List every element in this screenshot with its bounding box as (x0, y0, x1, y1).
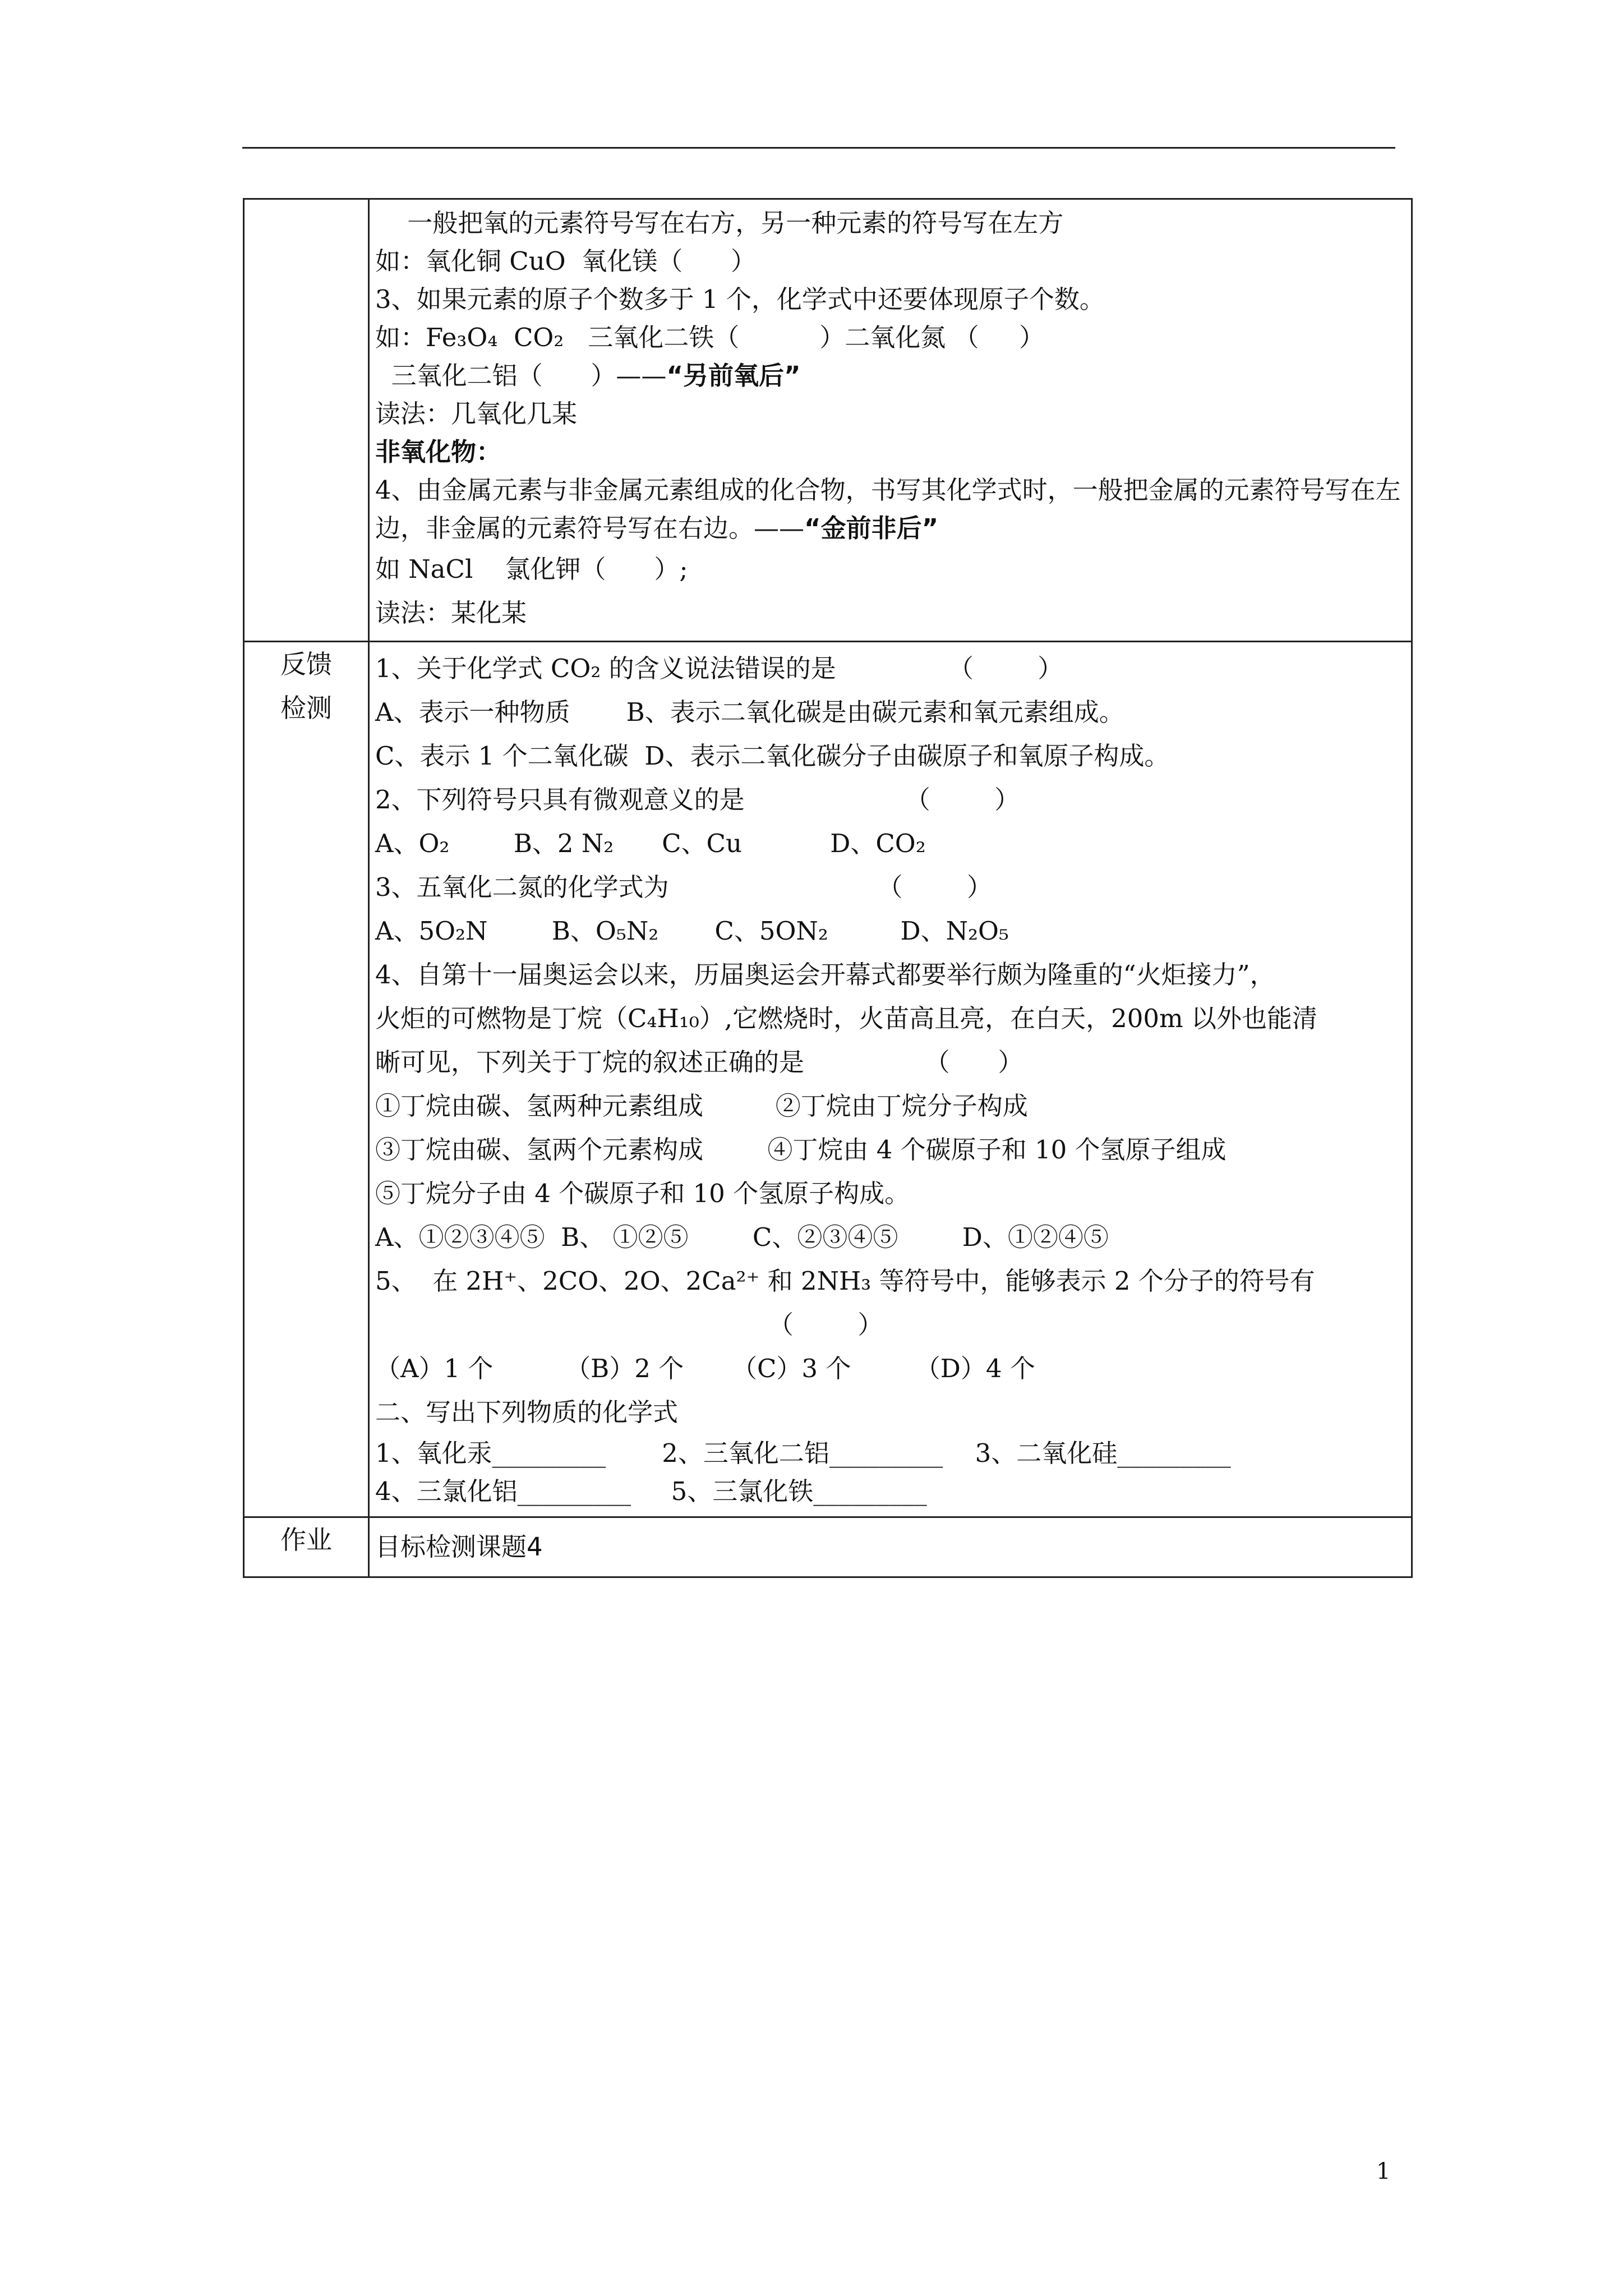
question-line: ⑤丁烷分子由 4 个碳原子和 10 个氢原子构成。 (375, 1179, 910, 1208)
table-row-homework (244, 1517, 1412, 1577)
table-row-rules (244, 199, 1412, 642)
question-line: A、表示一种物质 B、表示二氧化碳是由碳元素和氧元素组成。 (375, 697, 1124, 727)
question-line: A、①②③④⑤ B、 ①②⑤ C、②③④⑤ D、①②④⑤ (375, 1222, 1109, 1252)
question-line: 2、下列符号只具有微观意义的是 （ ） (375, 785, 1020, 815)
lesson-table (243, 198, 1413, 1578)
question-line: （A）1 个 （B）2 个 （C）3 个 （D）4 个 (375, 1354, 1035, 1383)
slogan-metal: “金前非后” (804, 513, 939, 543)
slogan-oxide: “另前氧后” (666, 361, 801, 390)
example-nacl: 如 NaCl 氯化钾（ ）; (375, 554, 688, 584)
rules-content-cell (369, 199, 1412, 642)
read-rule-oxide: 读法：几氧化几某 (375, 399, 578, 429)
question-line: 4、自第十一届奥运会以来，历届奥运会开幕式都要举行颇为隆重的“火炬接力”， (375, 960, 1275, 990)
page-number: 1 (1376, 2159, 1391, 2184)
question-line: 1、关于化学式 CO₂ 的含义说法错误的是 （ ） (375, 654, 1063, 683)
question-line: ①丁烷由碳、氢两种元素组成 ②丁烷由丁烷分子构成 (375, 1091, 1028, 1121)
rule-line: 三氧化二铝（ ）——“另前氧后” (375, 361, 801, 390)
homework-text: 目标检测课题4 (375, 1532, 543, 1562)
rule-line: 3、如果元素的原子个数多于 1 个，化学式中还要体现原子个数。 (375, 284, 1105, 314)
homework-content-cell (369, 1517, 1412, 1577)
question-line: C、表示 1 个二氧化碳 D、表示二氧化碳分子由碳原子和氧原子构成。 (375, 741, 1170, 771)
homework-label: 作业 (244, 1517, 369, 1577)
rules-content (370, 200, 1411, 641)
table-row-feedback (244, 642, 1412, 1517)
question-line: 火炬的可燃物是丁烷（C₄H₁₀）,它燃烧时，火苗高且亮，在白天，200m 以外也能清 (375, 1004, 1317, 1033)
question-line: A、5O₂N B、O₅N₂ C、5ON₂ D、N₂O₅ (375, 916, 1009, 946)
question-line: 1、氧化汞_________ 2、三氧化二铝_________ 3、二氧化硅_________ (375, 1438, 1231, 1468)
question-line: 二、写出下列物质的化学式 (375, 1397, 679, 1427)
rule-4: 4、由金属元素与非金属元素组成的化合物，书写其化学式时，一般把金属的元素符号写在左边，非金属的元素符号写在右边。——“金前非后” (375, 475, 1401, 543)
row-label-empty (244, 199, 369, 642)
feedback-content (370, 642, 1411, 1516)
non-oxide-heading: 非氧化物： (375, 437, 502, 467)
question-line: A、O₂ B、2 N₂ C、Cu D、CO₂ (375, 829, 926, 858)
question-line: 4、三氯化铝_________ 5、三氯化铁_________ (375, 1476, 927, 1506)
question-line: 5、 在 2H⁺、2CO、2O、2Ca²⁺ 和 2NH₃ 等符号中，能够表示 2 个分子的符号有 (375, 1266, 1315, 1296)
question-line: 3、五氧化二氮的化学式为 （ ） (375, 872, 992, 902)
rule-line: 如：氧化铜 CuO 氧化镁（ ） (375, 246, 757, 276)
header-rule (242, 147, 1395, 149)
rule-line: 一般把氧的元素符号写在右方，另一种元素的符号写在左方 (375, 208, 1064, 238)
question-line: 晰可见，下列关于丁烷的叙述正确的是 （ ） (375, 1047, 1023, 1077)
read-rule-salt: 读法：某化某 (375, 598, 527, 628)
question-line: ③丁烷由碳、氢两个元素构成 ④丁烷由 4 个碳原子和 10 个氢原子组成 (375, 1135, 1227, 1165)
feedback-content-cell (369, 642, 1412, 1517)
question-line: （ ） (375, 1310, 883, 1340)
feedback-label: 反馈 检测 (244, 642, 369, 1517)
rule-line: 如：Fe₃O₄ CO₂ 三氧化二铁（ ）二氧化氮 （ ） (375, 323, 1045, 352)
